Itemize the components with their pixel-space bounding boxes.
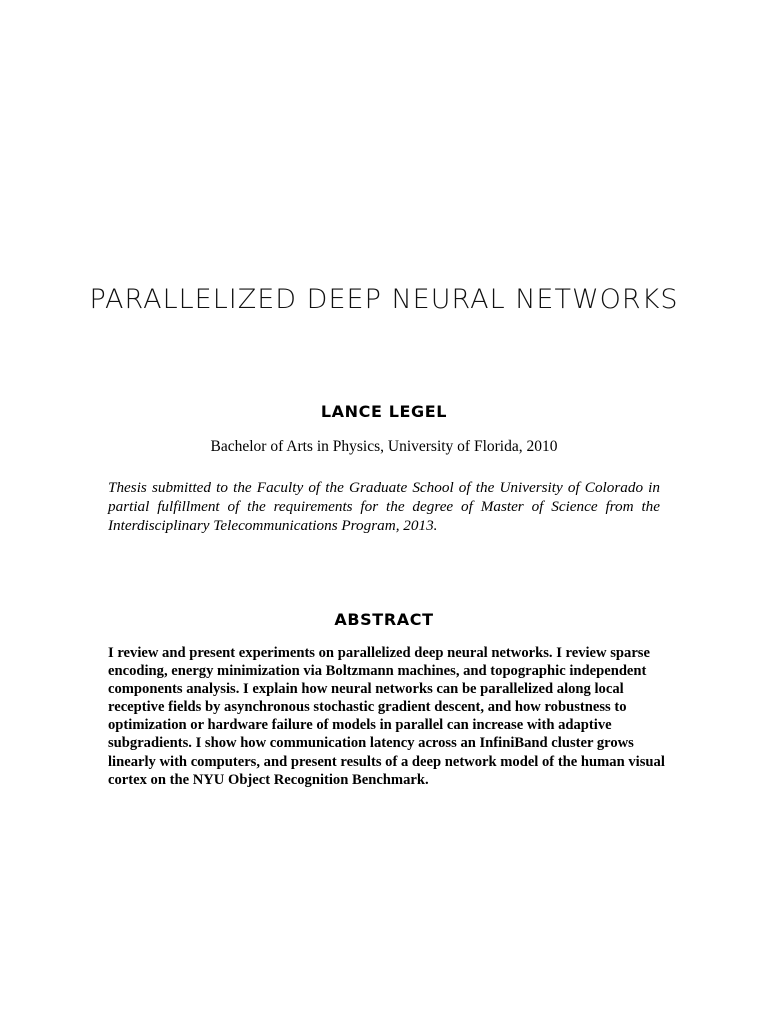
abstract-heading: ABSTRACT (334, 610, 434, 629)
paper-title: PARALLELIZED DEEP NEURAL NETWORKS (89, 284, 679, 315)
abstract-body: I review and present experiments on parallelized deep neural networks. I review sparse encoding, energy minimization via Boltzmann machines, and topographic independent components analysis. I explain how neural networks can be parallelized along local receptive fields by asynchronous stochastic gradient descent, and how robustness to optimization or hardware failure of models in parallel can increase with adaptive subgradients. I show how communication latency across an InfiniBand cluster grows linearly with computers, and present results of a deep network model of the human visual cortex on the NYU Object Recognition Benchmark. (108, 645, 665, 788)
author-name: LANCE LEGEL (320, 402, 448, 421)
author-degree: Bachelor of Arts in Physics, University of Florida, 2010 (210, 438, 558, 455)
thesis-statement: Thesis submitted to the Faculty of the Graduate School of the University of Colorado in partial fulfillment of the requirements for the degree of Master of Science from the Interdisciplinary Telecommunications Program, 2013. (108, 479, 660, 534)
